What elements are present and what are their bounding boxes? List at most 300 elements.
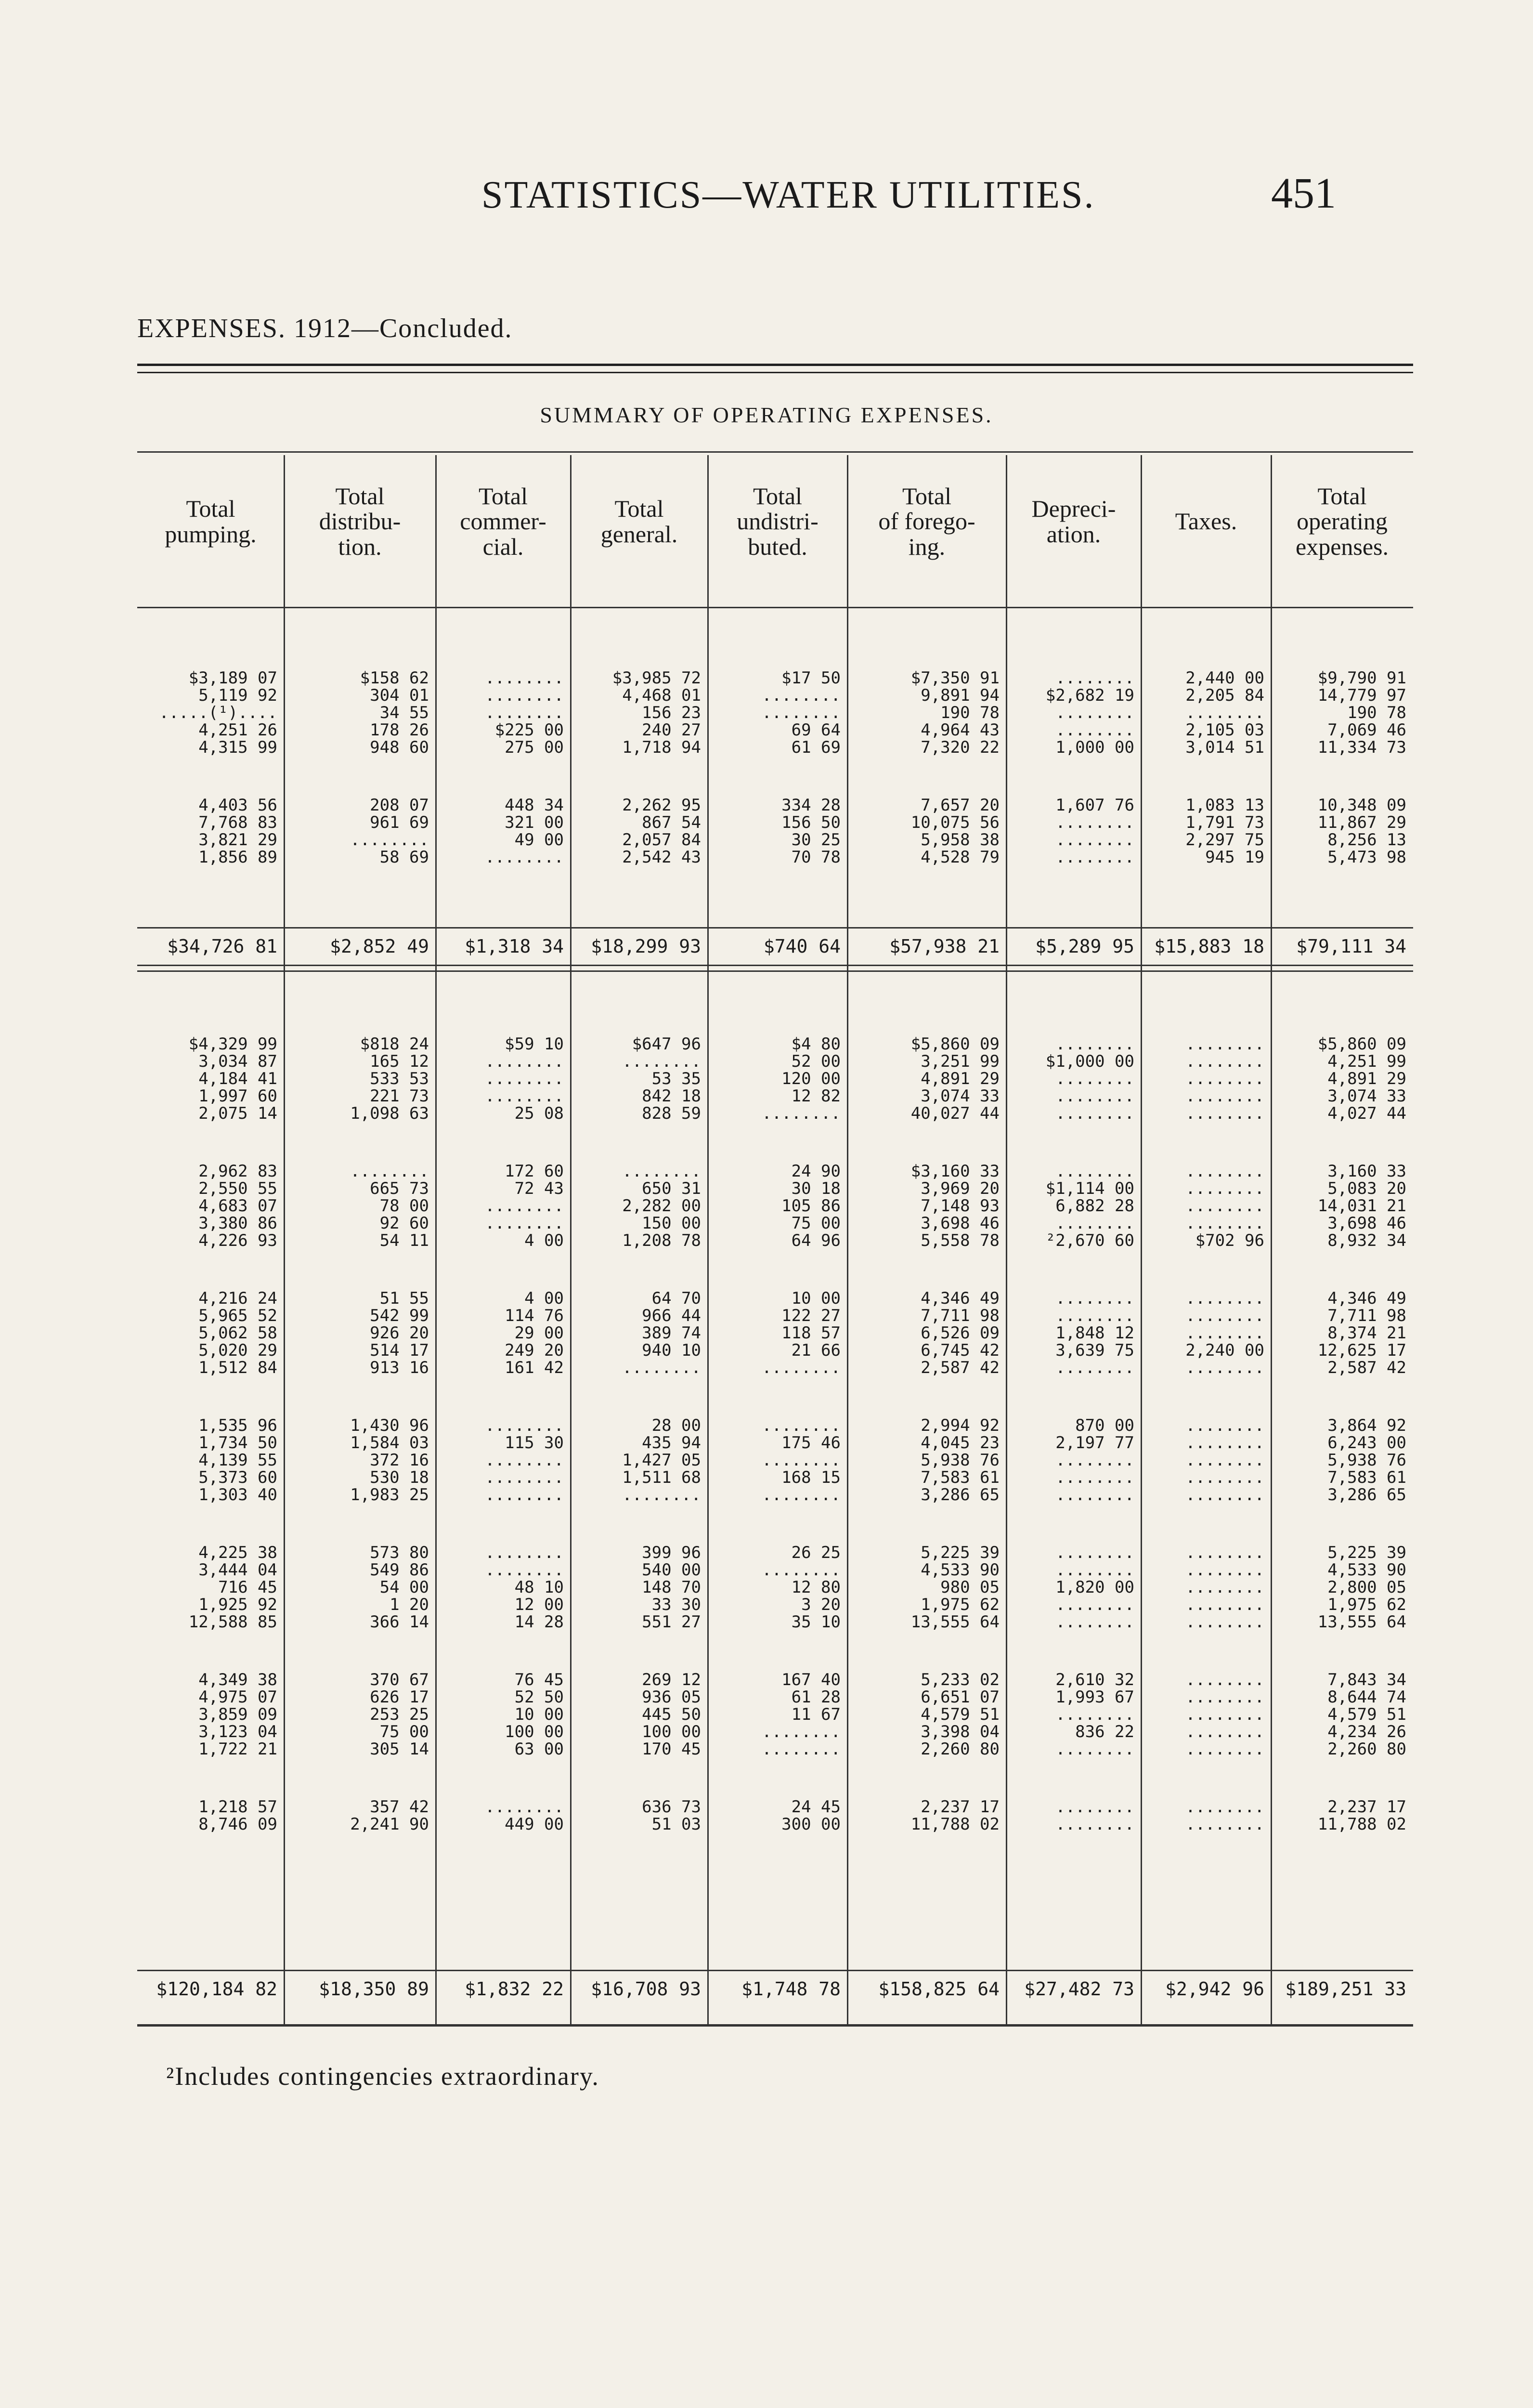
cell-taxes: 2,205 84 [1185,686,1264,705]
cell-total-pumping: 8,746 09 [198,1815,277,1834]
cell-total-operating-expenses: 7,711 98 [1327,1306,1406,1325]
cell-total-operating-expenses: 2,587 42 [1327,1358,1406,1377]
table-row [137,1561,1413,1579]
cell-total-pumping: 12,588 85 [188,1612,277,1632]
cell-total-pumping: 4,975 07 [198,1688,277,1707]
cell-total-distribution: 665 73 [370,1179,429,1198]
cell-total-pumping: 1,218 57 [198,1797,277,1817]
cell-total-pumping: 3,444 04 [198,1560,277,1580]
cell-total-of-foregoing: 3,398 04 [921,1722,1000,1741]
cell-total-undistributed: ........ [762,1104,841,1123]
cell-total-general: 64 70 [651,1289,701,1308]
cell-total-operating-expenses: 7,583 61 [1327,1468,1406,1487]
cell-total-distribution: 948 60 [370,738,429,757]
cell-total-operating-expenses: 4,027 44 [1327,1104,1406,1123]
cell-total-of-foregoing: 2,587 42 [921,1358,1000,1377]
cell-total-general: 53 35 [651,1069,701,1088]
section-1-total-row [137,932,1413,961]
cell-total-of-foregoing: 7,148 93 [921,1196,1000,1216]
cell-total-undistributed: 61 69 [791,738,841,757]
cell-depreciation: ........ [1055,1451,1134,1470]
cell-total-pumping: 3,821 29 [198,830,277,850]
cell-total-of-foregoing: 6,745 42 [921,1341,1000,1360]
cell-depreciation: $2,682 19 [1045,686,1134,705]
cell-total-of-foregoing: 980 05 [940,1578,1000,1597]
table-row [137,1579,1413,1596]
cell-taxes: 2,240 00 [1185,1341,1264,1360]
cell-total-undistributed: 30 18 [791,1179,841,1198]
cell-total-operating-expenses: 11,334 73 [1317,738,1406,757]
cell-total-of-foregoing: 5,958 38 [921,830,1000,850]
cell-taxes: ........ [1185,1740,1264,1759]
cell-total-operating-expenses: 6,243 00 [1327,1433,1406,1453]
cell-taxes: ........ [1185,1612,1264,1632]
cell-total-of-foregoing: 3,074 33 [921,1086,1000,1106]
cell-depreciation: ........ [1055,848,1134,867]
cell-taxes: ........ [1185,1306,1264,1325]
table-row [137,1613,1413,1631]
cell-total-undistributed: 21 66 [791,1341,841,1360]
cell-taxes: 3,014 51 [1185,738,1264,757]
cell-taxes: ........ [1185,1595,1264,1614]
cell-total-pumping: 3,380 86 [198,1214,277,1233]
cell-total-commercial: 25 08 [514,1104,564,1123]
cell-total-general: 940 10 [642,1341,701,1360]
cell-total-commercial: 448 34 [505,796,564,815]
column-header-taxes: Taxes. [1175,508,1237,535]
cell-total-commercial: 10 00 [514,1705,564,1724]
table-row [137,1798,1413,1816]
cell-total-of-foregoing: 11,788 02 [910,1815,1000,1834]
cell-total-commercial: ........ [485,686,564,705]
table-row [137,1180,1413,1197]
cell-total-commercial: 72 43 [514,1179,564,1198]
page-header [0,169,1533,222]
cell-depreciation: 1,993 67 [1055,1688,1134,1707]
cell-depreciation: ........ [1055,1306,1134,1325]
table-row [137,721,1413,739]
cell-total-general: 1,718 94 [622,738,701,757]
table-row [137,1035,1413,1053]
cell-total-commercial: 4 00 [524,1289,564,1308]
cell-total-undistributed: ........ [762,1740,841,1759]
cell-total-undistributed: 167 40 [781,1670,841,1689]
cell-total-pumping: 4,184 41 [198,1069,277,1088]
cell-total-pumping: 1,734 50 [198,1433,277,1453]
cell-total-pumping: 1,925 92 [198,1595,277,1614]
cell-total-general: 269 12 [642,1670,701,1689]
cell-depreciation: ........ [1055,1214,1134,1233]
cell-total-pumping: 716 45 [218,1578,277,1597]
cell-taxes: 945 19 [1205,848,1264,867]
cell-total-of-foregoing: 6,526 09 [921,1323,1000,1343]
cell-total-of-foregoing: 2,237 17 [921,1797,1000,1817]
cell-total-operating-expenses: 5,225 39 [1327,1543,1406,1562]
header-top-rule [137,451,1413,453]
cell-total-pumping: 4,315 99 [198,738,277,757]
cell-total-operating-expenses: 3,286 65 [1327,1485,1406,1505]
cell-total-commercial: ........ [485,1485,564,1505]
cell-total-operating-expenses: 14,031 21 [1317,1196,1406,1216]
cell-total-general: ........ [622,1162,701,1181]
cell-total-operating-expenses: 8,644 74 [1327,1688,1406,1707]
cell-total-general: 2,542 43 [622,848,701,867]
cell-taxes: ........ [1185,1451,1264,1470]
cell-total-operating-expenses: 1,975 62 [1327,1595,1406,1614]
cell-total-commercial: 12 00 [514,1595,564,1614]
cell-total-undistributed: 12 82 [791,1086,841,1106]
column-divider [847,455,848,2025]
cell-depreciation: ........ [1055,1086,1134,1106]
cell-total-operating-expenses: 3,864 92 [1327,1416,1406,1435]
cell-depreciation: ........ [1055,1034,1134,1054]
cell-taxes: ........ [1185,1705,1264,1724]
cell-total-general: 240 27 [642,720,701,740]
cell-taxes: ........ [1185,1289,1264,1308]
cell-total-pumping: 4,226 93 [198,1231,277,1250]
cell-total-of-foregoing: 3,286 65 [921,1485,1000,1505]
cell-total-general: 1,208 78 [622,1231,701,1250]
cell-taxes: ........ [1185,1069,1264,1088]
cell-depreciation: ........ [1055,830,1134,850]
row-group [137,1163,1413,1249]
cell-total-distribution: 75 00 [379,1722,429,1741]
table-row [137,797,1413,814]
cell-total-commercial: 100 00 [505,1722,564,1741]
cell-total-distribution: $818 24 [360,1034,429,1054]
cell-total-commercial: 321 00 [505,813,564,832]
table-row [137,831,1413,849]
column-divider [435,455,437,2025]
cell-total-general: 51 03 [651,1815,701,1834]
cell-total-general: 650 31 [642,1179,701,1198]
cell-total-distribution: 54 00 [379,1578,429,1597]
cell-total-undistributed: 105 86 [781,1196,841,1216]
cell-total-of-foregoing: 5,233 02 [921,1670,1000,1689]
cell-total-pumping: 2,962 83 [198,1162,277,1181]
cell-total-commercial: 52 50 [514,1688,564,1707]
cell-total-of-foregoing: $158,825 64 [878,1978,1000,2000]
bottom-rule [137,2024,1413,2027]
cell-total-pumping: 1,722 21 [198,1740,277,1759]
table-row [137,814,1413,831]
cell-total-distribution: 304 01 [370,686,429,705]
column-header-row [137,470,1413,573]
cell-total-general: 28 00 [651,1416,701,1435]
cell-total-of-foregoing: 4,533 90 [921,1560,1000,1580]
cell-total-general: 2,057 84 [622,830,701,850]
cell-taxes: ........ [1185,1670,1264,1689]
table-row [137,1087,1413,1105]
cell-total-operating-expenses: 2,237 17 [1327,1797,1406,1817]
column-divider [1141,455,1142,2025]
column-divider [284,455,285,2025]
cell-total-of-foregoing: 3,969 20 [921,1179,1000,1198]
cell-total-operating-expenses: 4,346 49 [1327,1289,1406,1308]
cell-total-pumping: 3,123 04 [198,1722,277,1741]
cell-taxes: ........ [1185,1358,1264,1377]
cell-total-commercial: 4 00 [524,1231,564,1250]
cell-total-general: 4,468 01 [622,686,701,705]
cell-total-general: $16,708 93 [591,1978,701,2000]
cell-total-pumping: 2,550 55 [198,1179,277,1198]
cell-taxes: 2,440 00 [1185,668,1264,688]
cell-taxes: ........ [1185,1196,1264,1216]
cell-total-of-foregoing: 9,891 94 [921,686,1000,705]
top-rule-thin [137,372,1413,373]
cell-total-general: 867 54 [642,813,701,832]
cell-total-distribution: $158 62 [360,668,429,688]
cell-taxes: ........ [1185,1179,1264,1198]
cell-total-general: $647 96 [632,1034,701,1054]
cell-total-operating-expenses: $189,251 33 [1285,1978,1406,2000]
section-1-rule [137,927,1413,929]
cell-total-operating-expenses: 4,533 90 [1327,1560,1406,1580]
cell-taxes: ........ [1185,1722,1264,1741]
table-row [137,1452,1413,1469]
cell-total-of-foregoing: 10,075 56 [910,813,1000,832]
cell-taxes: ........ [1185,1104,1264,1123]
cell-total-general: 551 27 [642,1612,701,1632]
cell-total-general: 1,511 68 [622,1468,701,1487]
cell-total-commercial: 275 00 [505,738,564,757]
cell-total-general: 842 18 [642,1086,701,1106]
cell-depreciation: ........ [1055,1815,1134,1834]
cell-total-of-foregoing: 7,320 22 [921,738,1000,757]
cell-total-operating-expenses: 4,579 51 [1327,1705,1406,1724]
cell-total-undistributed: $740 64 [763,936,841,957]
cell-total-commercial: ........ [485,1052,564,1071]
cell-total-undistributed: ........ [762,1485,841,1505]
cell-taxes: ........ [1185,703,1264,722]
column-header-total-pumping: Total pumping. [165,495,257,548]
cell-depreciation: 1,607 76 [1055,796,1134,815]
cell-total-commercial: $1,832 22 [465,1978,564,2000]
cell-total-commercial: 76 45 [514,1670,564,1689]
cell-total-distribution: 533 53 [370,1069,429,1088]
cell-total-distribution: 530 18 [370,1468,429,1487]
cell-total-operating-expenses: 14,779 97 [1317,686,1406,705]
column-header-total-distribution: Total distribu- tion. [319,482,401,560]
cell-total-operating-expenses: 11,788 02 [1317,1815,1406,1834]
cell-total-undistributed: $1,748 78 [741,1978,841,2000]
cell-depreciation: ........ [1055,1358,1134,1377]
cell-total-commercial: 115 30 [505,1433,564,1453]
cell-depreciation: ........ [1055,668,1134,688]
cell-total-distribution: 366 14 [370,1612,429,1632]
table-row [137,1359,1413,1376]
cell-depreciation: 836 22 [1075,1722,1134,1741]
cell-total-commercial: ........ [485,703,564,722]
table-row [137,1816,1413,1833]
cell-total-undistributed: 120 00 [781,1069,841,1088]
cell-total-of-foregoing: 7,583 61 [921,1468,1000,1487]
cell-total-undistributed: 61 28 [791,1688,841,1707]
cell-total-commercial: 63 00 [514,1740,564,1759]
cell-total-distribution: 78 00 [379,1196,429,1216]
cell-depreciation: 3,639 75 [1055,1341,1134,1360]
cell-total-undistributed: 175 46 [781,1433,841,1453]
cell-total-pumping: $4,329 99 [188,1034,277,1054]
table-row [137,1053,1413,1070]
cell-total-operating-expenses: 10,348 09 [1317,796,1406,815]
cell-total-pumping: 4,139 55 [198,1451,277,1470]
row-group [137,1035,1413,1122]
cell-taxes: ........ [1185,1433,1264,1453]
cell-total-of-foregoing: 3,251 99 [921,1052,1000,1071]
table-title: SUMMARY OF OPERATING EXPENSES. [540,403,993,427]
cell-total-general: 156 23 [642,703,701,722]
cell-total-pumping: 5,373 60 [198,1468,277,1487]
table-row [137,1706,1413,1723]
cell-depreciation: ........ [1055,1595,1134,1614]
cell-total-pumping: 4,225 38 [198,1543,277,1562]
table-row [137,1197,1413,1215]
cell-total-general: $18,299 93 [591,936,701,957]
cell-taxes: $702 96 [1195,1231,1264,1250]
column-divider [1006,455,1007,2025]
cell-total-of-foregoing: 7,711 98 [921,1306,1000,1325]
cell-total-general: 100 00 [642,1722,701,1741]
header-bottom-rule [137,607,1413,608]
cell-total-of-foregoing: 4,964 43 [921,720,1000,740]
section-2-total-row [137,1975,1413,2003]
cell-depreciation: 6,882 28 [1055,1196,1134,1216]
summary-table [137,445,1413,2030]
cell-depreciation: ........ [1055,1069,1134,1088]
cell-total-commercial: ........ [485,1468,564,1487]
cell-total-pumping: 3,859 09 [198,1705,277,1724]
section-1-total-rule-b [137,970,1413,972]
cell-total-distribution: 178 26 [370,720,429,740]
cell-total-commercial: 249 20 [505,1341,564,1360]
cell-total-of-foregoing: 4,579 51 [921,1705,1000,1724]
cell-total-distribution: 573 80 [370,1543,429,1562]
table-row [137,1307,1413,1324]
cell-total-general: 828 59 [642,1104,701,1123]
cell-depreciation: ........ [1055,1162,1134,1181]
table-row [137,1163,1413,1180]
cell-total-operating-expenses: $5,860 09 [1317,1034,1406,1054]
cell-total-operating-expenses: 5,473 98 [1327,848,1406,867]
cell-total-distribution: 253 25 [370,1705,429,1724]
cell-total-of-foregoing: 13,555 64 [910,1612,1000,1632]
cell-total-general: 540 00 [642,1560,701,1580]
cell-total-commercial: ........ [485,1451,564,1470]
cell-total-pumping: 1,512 84 [198,1358,277,1377]
cell-depreciation: $1,114 00 [1045,1179,1134,1198]
column-header-total-of-foregoing: Total of forego- ing. [878,482,975,560]
cell-taxes: ........ [1185,1416,1264,1435]
cell-total-distribution: 208 07 [370,796,429,815]
cell-total-pumping: 2,075 14 [198,1104,277,1123]
cell-total-pumping: .....(¹).... [159,703,277,722]
footnote: ²Includes contingencies extraordinary. [166,2062,599,2091]
cell-total-distribution: ........ [350,830,429,850]
cell-depreciation: $5,289 95 [1035,936,1134,957]
cell-depreciation: 2,197 77 [1055,1433,1134,1453]
cell-total-operating-expenses: 4,251 99 [1327,1052,1406,1071]
cell-total-undistributed: 12 80 [791,1578,841,1597]
column-header-depreciation: Depreci- ation. [1031,495,1116,548]
cell-total-pumping: $34,726 81 [167,936,277,957]
table-row [137,1232,1413,1249]
cell-depreciation: ........ [1055,1289,1134,1308]
cell-total-operating-expenses: $9,790 91 [1317,668,1406,688]
cell-depreciation: ........ [1055,720,1134,740]
table-row [137,1417,1413,1434]
page-number: 451 [1271,170,1336,217]
cell-total-distribution: 92 60 [379,1214,429,1233]
cell-total-distribution: 372 16 [370,1451,429,1470]
cell-total-operating-expenses: 11,867 29 [1317,813,1406,832]
cell-depreciation: ²2,670 60 [1045,1231,1134,1250]
cell-total-of-foregoing: 6,651 07 [921,1688,1000,1707]
cell-total-undistributed: 10 00 [791,1289,841,1308]
cell-depreciation: 1,000 00 [1055,738,1134,757]
cell-taxes: ........ [1185,1052,1264,1071]
cell-total-of-foregoing: 5,558 78 [921,1231,1000,1250]
cell-total-of-foregoing: 40,027 44 [910,1104,1000,1123]
cell-total-operating-expenses: 12,625 17 [1317,1341,1406,1360]
cell-total-undistributed: 156 50 [781,813,841,832]
cell-total-undistributed: ........ [762,1722,841,1741]
cell-total-undistributed: 26 25 [791,1543,841,1562]
cell-total-distribution: 58 69 [379,848,429,867]
cell-total-commercial: $225 00 [494,720,564,740]
cell-total-undistributed: 11 67 [791,1705,841,1724]
cell-total-commercial: ........ [485,1196,564,1216]
cell-total-distribution: 2,241 90 [350,1815,429,1834]
cell-total-general: 636 73 [642,1797,701,1817]
cell-total-operating-expenses: 4,891 29 [1327,1069,1406,1088]
table-row [137,1434,1413,1452]
cell-total-undistributed: 3 20 [801,1595,841,1614]
row-group [137,669,1413,756]
cell-total-undistributed: 30 25 [791,830,841,850]
cell-total-general: ........ [622,1485,701,1505]
cell-total-general: 399 96 [642,1543,701,1562]
table-row [137,1290,1413,1307]
cell-total-of-foregoing: 5,225 39 [921,1543,1000,1562]
cell-total-operating-expenses: 13,555 64 [1317,1612,1406,1632]
cell-total-commercial: 449 00 [505,1815,564,1834]
cell-depreciation: ........ [1055,1612,1134,1632]
cell-total-distribution: 370 67 [370,1670,429,1689]
table-row [137,1486,1413,1504]
cell-total-general: 150 00 [642,1214,701,1233]
cell-depreciation: ........ [1055,1104,1134,1123]
cell-total-undistributed: 118 57 [781,1323,841,1343]
cell-total-general: $3,985 72 [612,668,701,688]
cell-total-of-foregoing: 4,045 23 [921,1433,1000,1453]
cell-total-commercial: ........ [485,1416,564,1435]
cell-total-general: 1,427 05 [622,1451,701,1470]
cell-total-undistributed: $4 80 [791,1034,841,1054]
cell-depreciation: ........ [1055,813,1134,832]
cell-total-pumping: 1,303 40 [198,1485,277,1505]
cell-total-undistributed: 334 28 [781,796,841,815]
section-title: EXPENSES. 1912—Concluded. [137,314,513,343]
cell-total-distribution: 357 42 [370,1797,429,1817]
cell-total-of-foregoing: 3,698 46 [921,1214,1000,1233]
cell-taxes: ........ [1185,1468,1264,1487]
cell-total-distribution: 1,584 03 [350,1433,429,1453]
cell-depreciation: $1,000 00 [1045,1052,1134,1071]
cell-total-general: 936 05 [642,1688,701,1707]
cell-total-pumping: 5,020 29 [198,1341,277,1360]
table-row [137,669,1413,687]
